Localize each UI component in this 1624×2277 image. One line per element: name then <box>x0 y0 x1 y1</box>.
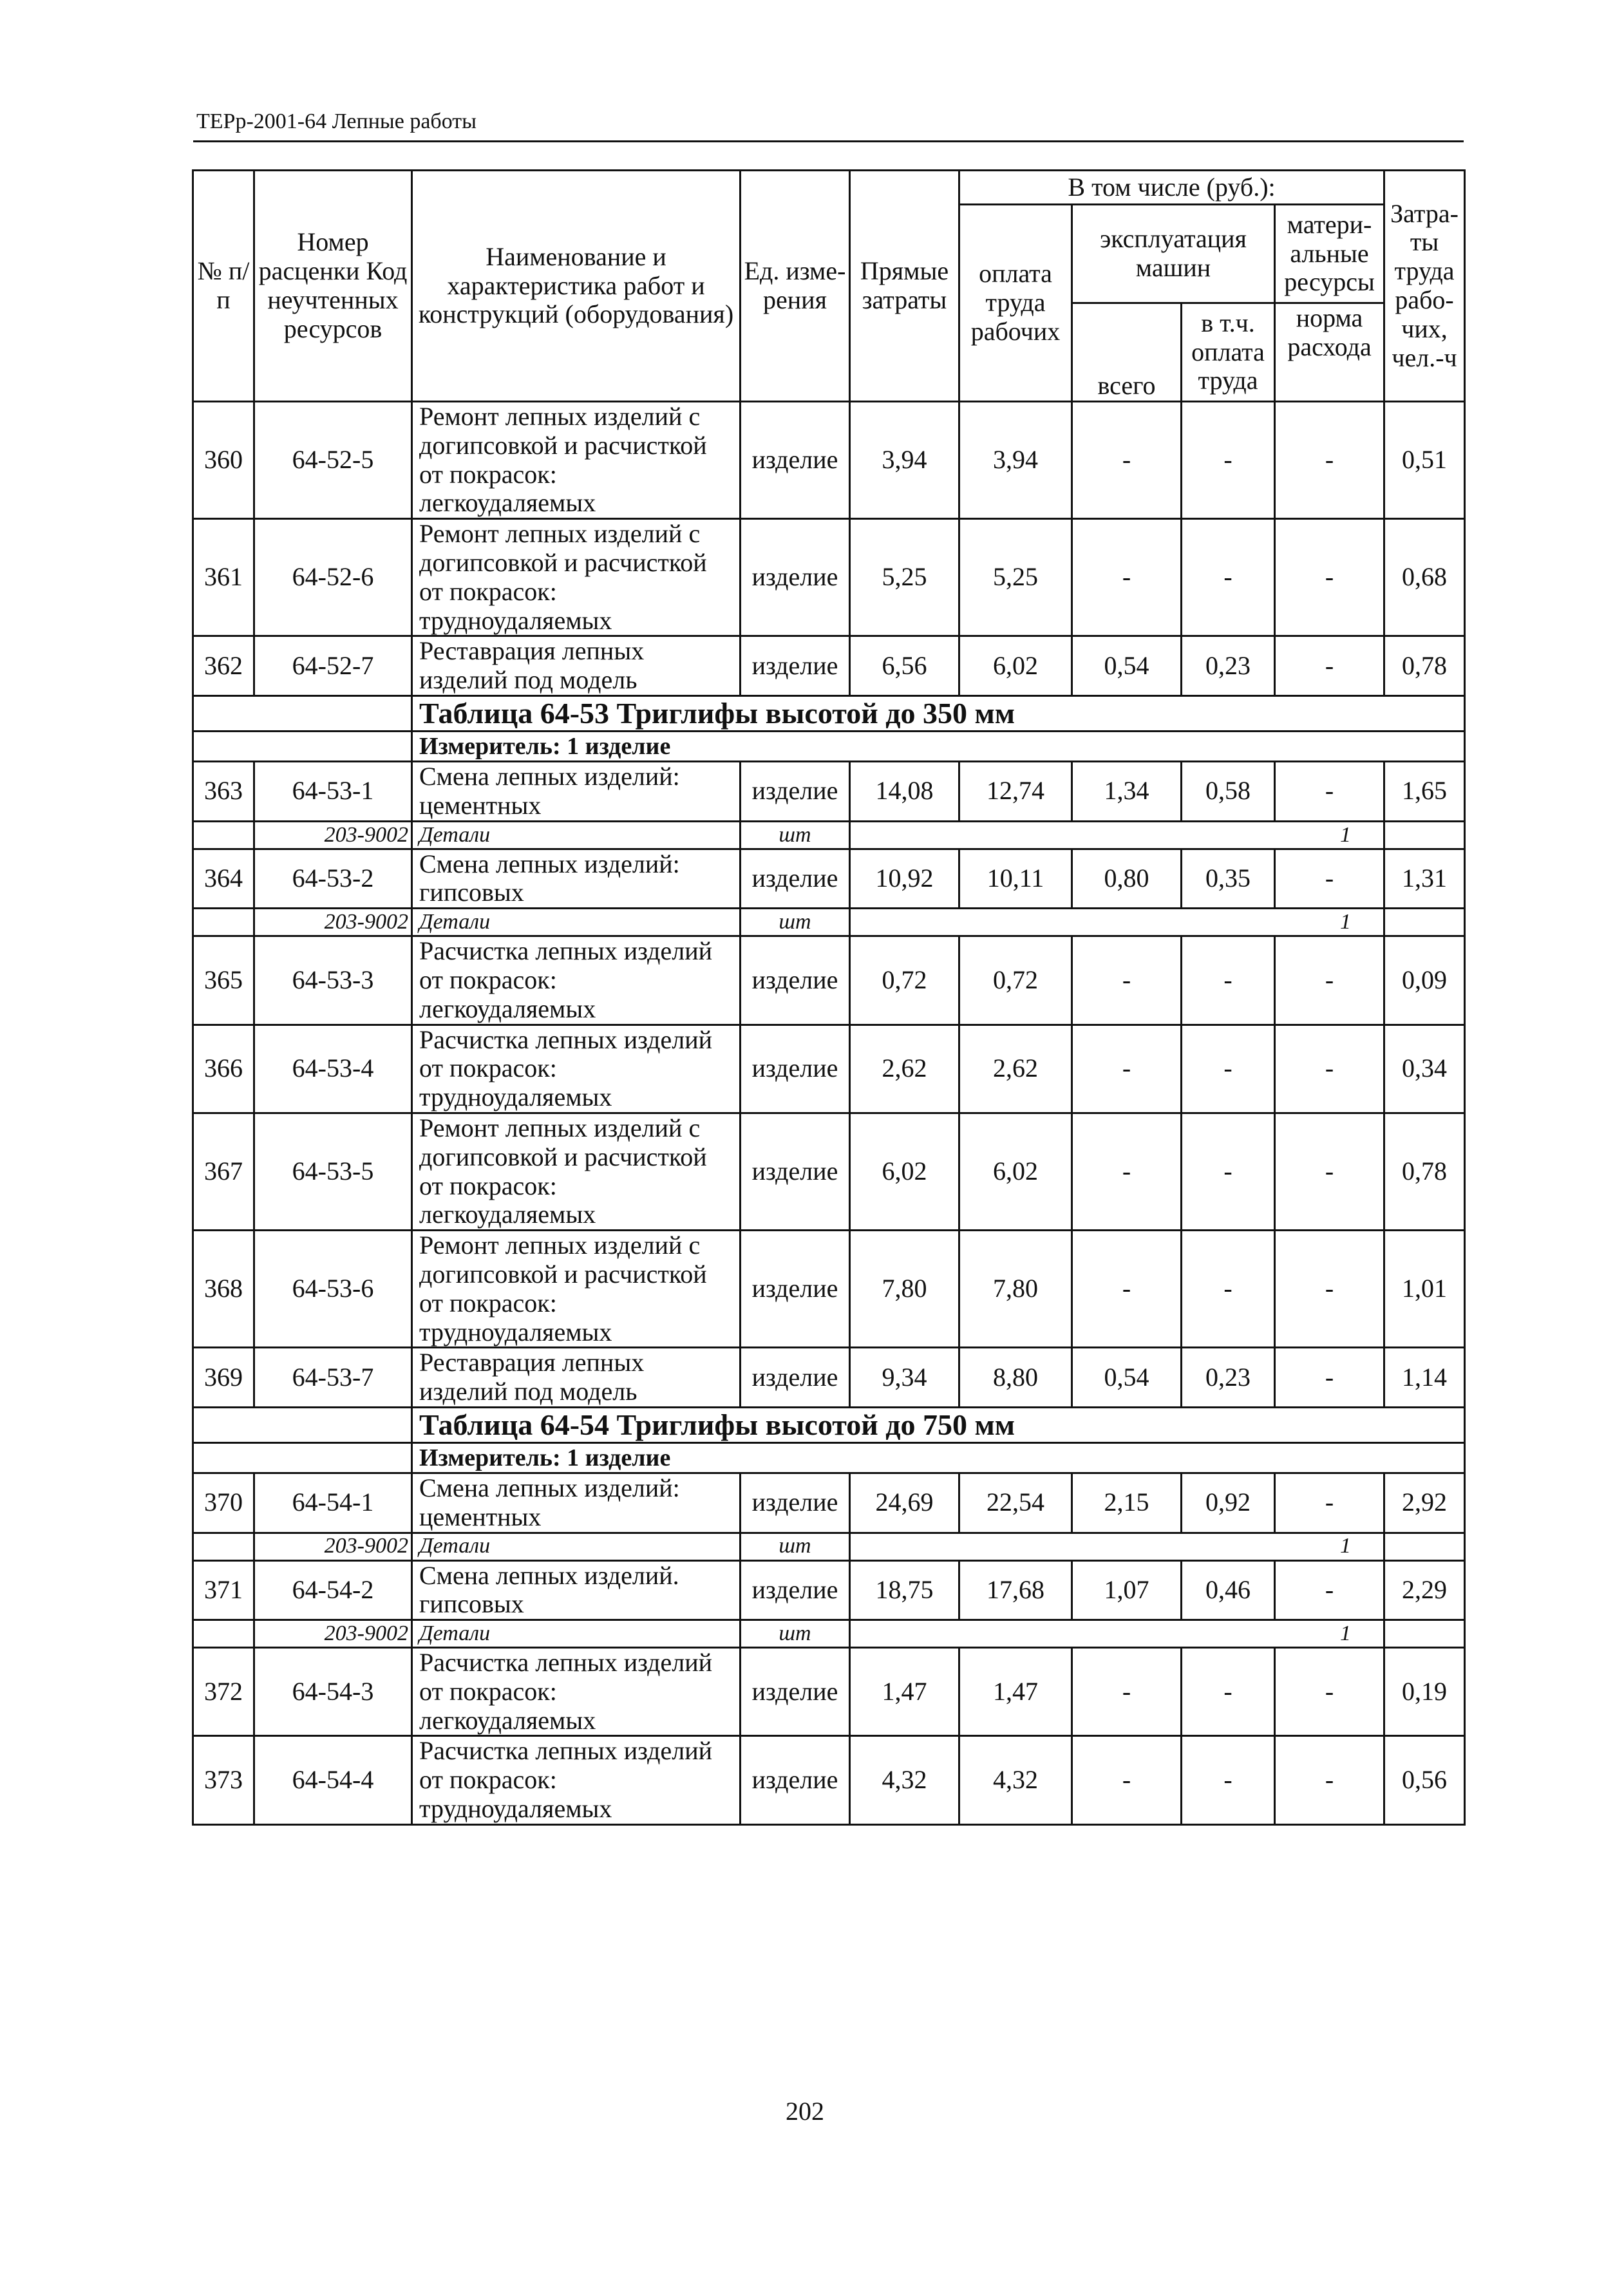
machines-total: - <box>1072 519 1182 636</box>
page-number: 202 <box>786 2097 824 2126</box>
rate-code: 64-52-7 <box>254 636 412 696</box>
row-number: 362 <box>193 636 254 696</box>
row-number: 363 <box>193 761 254 821</box>
rate-code: 64-54-4 <box>254 1736 412 1824</box>
work-name: Ремонт лепных изделий с догипсовкой и расчисткой от покрасок: трудноудаляемых <box>412 519 741 636</box>
machines-wages: 0,46 <box>1182 1560 1275 1620</box>
header-unit: Ед. изме-рения <box>741 171 850 402</box>
table-row <box>193 402 1465 519</box>
labor-costs: 1,14 <box>1384 1348 1465 1408</box>
machines-wages: - <box>1182 936 1275 1025</box>
table-row <box>193 636 1465 696</box>
unit: изделие <box>741 761 850 821</box>
resource-row <box>193 1533 1465 1560</box>
blank-cell <box>193 695 412 731</box>
materials: - <box>1275 1025 1384 1113</box>
blank-cell <box>193 1620 254 1648</box>
direct-costs: 6,02 <box>850 1113 959 1230</box>
rate-code: 64-53-6 <box>254 1231 412 1348</box>
blank-cell <box>193 1442 412 1473</box>
materials: - <box>1275 519 1384 636</box>
labor-costs: 0,09 <box>1384 936 1465 1025</box>
rate-code: 64-53-7 <box>254 1348 412 1408</box>
resource-name: Детали <box>412 909 741 936</box>
labor-costs: 0,51 <box>1384 402 1465 519</box>
table-row <box>193 1736 1465 1824</box>
table-row <box>193 1025 1465 1113</box>
work-name: Реставрация лепных изделий под модель <box>412 1348 741 1408</box>
blank-cell <box>1384 1620 1465 1648</box>
header-mach-total: всего <box>1072 303 1182 402</box>
machines-total: 0,54 <box>1072 636 1182 696</box>
header-labor: Затра-ты труда рабо-чих, чел.-ч <box>1384 171 1465 402</box>
table-row <box>193 1113 1465 1230</box>
rate-code: 64-54-2 <box>254 1560 412 1620</box>
rate-code: 64-52-5 <box>254 402 412 519</box>
meter-row <box>193 731 1465 761</box>
resource-code: 203-9002 <box>254 1620 412 1648</box>
blank-cell <box>1384 821 1465 849</box>
materials: - <box>1275 1231 1384 1348</box>
row-number: 372 <box>193 1648 254 1736</box>
direct-costs: 0,72 <box>850 936 959 1025</box>
worker-wages: 1,47 <box>959 1648 1072 1736</box>
labor-costs: 0,19 <box>1384 1648 1465 1736</box>
direct-costs: 1,47 <box>850 1648 959 1736</box>
resource-unit: шт <box>741 821 850 849</box>
table-row <box>193 1560 1465 1620</box>
unit: изделие <box>741 636 850 696</box>
machines-total: 0,54 <box>1072 1348 1182 1408</box>
worker-wages: 6,02 <box>959 636 1072 696</box>
rate-code: 64-53-2 <box>254 849 412 909</box>
unit: изделие <box>741 1560 850 1620</box>
resource-name: Детали <box>412 1620 741 1648</box>
resource-unit: шт <box>741 1620 850 1648</box>
header-materials: матери-альные ресурсы <box>1275 205 1384 303</box>
row-number: 370 <box>193 1473 254 1533</box>
work-name: Смена лепных изделий. гипсовых <box>412 1560 741 1620</box>
row-number: 364 <box>193 849 254 909</box>
header-including: В том числе (руб.): <box>959 171 1384 205</box>
direct-costs: 10,92 <box>850 849 959 909</box>
labor-costs: 1,65 <box>1384 761 1465 821</box>
row-number: 365 <box>193 936 254 1025</box>
table-row <box>193 1473 1465 1533</box>
resource-row <box>193 909 1465 936</box>
materials: - <box>1275 1348 1384 1408</box>
machines-total: - <box>1072 402 1182 519</box>
machines-wages: - <box>1182 1648 1275 1736</box>
table-row <box>193 849 1465 909</box>
machines-wages: - <box>1182 1113 1275 1230</box>
resource-name: Детали <box>412 1533 741 1560</box>
direct-costs: 6,56 <box>850 636 959 696</box>
work-name: Ремонт лепных изделий с догипсовкой и расчисткой от покрасок: легкоудаляемых <box>412 1113 741 1230</box>
machines-wages: 0,23 <box>1182 636 1275 696</box>
meter-text: Измеритель: 1 изделие <box>412 1442 1465 1473</box>
materials: - <box>1275 936 1384 1025</box>
unit: изделие <box>741 936 850 1025</box>
machines-wages: 0,58 <box>1182 761 1275 821</box>
unit: изделие <box>741 402 850 519</box>
worker-wages: 4,32 <box>959 1736 1072 1824</box>
header-num: № п/п <box>193 171 254 402</box>
header-machines: эксплуатация машин <box>1072 205 1275 303</box>
table-row <box>193 1348 1465 1408</box>
unit: изделие <box>741 1473 850 1533</box>
resource-norm: 1 <box>850 1620 1384 1648</box>
resource-unit: шт <box>741 1533 850 1560</box>
unit: изделие <box>741 1231 850 1348</box>
resource-code: 203-9002 <box>254 909 412 936</box>
resource-norm: 1 <box>850 909 1384 936</box>
labor-costs: 0,78 <box>1384 1113 1465 1230</box>
rate-code: 64-53-5 <box>254 1113 412 1230</box>
unit: изделие <box>741 1025 850 1113</box>
work-name: Расчистка лепных изделий от покрасок: трудноудаляемых <box>412 1736 741 1824</box>
direct-costs: 7,80 <box>850 1231 959 1348</box>
worker-wages: 10,11 <box>959 849 1072 909</box>
resource-norm: 1 <box>850 1533 1384 1560</box>
blank-cell <box>1384 1533 1465 1560</box>
running-head: ТЕРр-2001-64 Лепные работы <box>196 109 477 133</box>
row-number: 368 <box>193 1231 254 1348</box>
resource-row <box>193 821 1465 849</box>
header-rule <box>193 140 1464 142</box>
work-name: Смена лепных изделий: гипсовых <box>412 849 741 909</box>
row-number: 367 <box>193 1113 254 1230</box>
direct-costs: 3,94 <box>850 402 959 519</box>
work-name: Смена лепных изделий: цементных <box>412 761 741 821</box>
header-mach-wages: в т.ч. оплата труда <box>1182 303 1275 402</box>
unit: изделие <box>741 1736 850 1824</box>
labor-costs: 2,29 <box>1384 1560 1465 1620</box>
machines-total: - <box>1072 1113 1182 1230</box>
labor-costs: 0,56 <box>1384 1736 1465 1824</box>
row-number: 366 <box>193 1025 254 1113</box>
direct-costs: 24,69 <box>850 1473 959 1533</box>
rate-code: 64-52-6 <box>254 519 412 636</box>
machines-wages: - <box>1182 1231 1275 1348</box>
machines-wages: - <box>1182 519 1275 636</box>
table-row <box>193 1231 1465 1348</box>
machines-total: 1,34 <box>1072 761 1182 821</box>
machines-total: - <box>1072 1025 1182 1113</box>
header-name: Наименование и характеристика работ и конструкций (оборудования) <box>412 171 741 402</box>
blank-cell <box>193 731 412 761</box>
resource-norm: 1 <box>850 821 1384 849</box>
work-name: Реставрация лепных изделий под модель <box>412 636 741 696</box>
row-number: 369 <box>193 1348 254 1408</box>
worker-wages: 8,80 <box>959 1348 1072 1408</box>
labor-costs: 1,01 <box>1384 1231 1465 1348</box>
header-mat-norm: норма расхода <box>1275 303 1384 402</box>
labor-costs: 0,78 <box>1384 636 1465 696</box>
materials: - <box>1275 1473 1384 1533</box>
table-body <box>193 402 1465 1825</box>
table-title-row <box>193 1407 1465 1442</box>
materials: - <box>1275 761 1384 821</box>
direct-costs: 18,75 <box>850 1560 959 1620</box>
row-number: 360 <box>193 402 254 519</box>
direct-costs: 2,62 <box>850 1025 959 1113</box>
worker-wages: 2,62 <box>959 1025 1072 1113</box>
table-title: Таблица 64-53 Триглифы высотой до 350 мм <box>412 695 1465 731</box>
row-number: 373 <box>193 1736 254 1824</box>
materials: - <box>1275 1560 1384 1620</box>
rate-code: 64-53-3 <box>254 936 412 1025</box>
worker-wages: 0,72 <box>959 936 1072 1025</box>
worker-wages: 7,80 <box>959 1231 1072 1348</box>
materials: - <box>1275 1736 1384 1824</box>
direct-costs: 9,34 <box>850 1348 959 1408</box>
table-row <box>193 1648 1465 1736</box>
work-name: Расчистка лепных изделий от покрасок: трудноудаляемых <box>412 1025 741 1113</box>
unit: изделие <box>741 1348 850 1408</box>
worker-wages: 6,02 <box>959 1113 1072 1230</box>
blank-cell <box>193 821 254 849</box>
blank-cell <box>193 909 254 936</box>
unit: изделие <box>741 1113 850 1230</box>
worker-wages: 3,94 <box>959 402 1072 519</box>
labor-costs: 1,31 <box>1384 849 1465 909</box>
resource-row <box>193 1620 1465 1648</box>
table-row <box>193 936 1465 1025</box>
worker-wages: 5,25 <box>959 519 1072 636</box>
machines-wages: 0,35 <box>1182 849 1275 909</box>
machines-wages: 0,23 <box>1182 1348 1275 1408</box>
rate-code: 64-54-1 <box>254 1473 412 1533</box>
machines-wages: 0,92 <box>1182 1473 1275 1533</box>
direct-costs: 4,32 <box>850 1736 959 1824</box>
labor-costs: 0,68 <box>1384 519 1465 636</box>
resource-code: 203-9002 <box>254 1533 412 1560</box>
work-name: Смена лепных изделий: цементных <box>412 1473 741 1533</box>
rate-code: 64-54-3 <box>254 1648 412 1736</box>
machines-total: - <box>1072 1736 1182 1824</box>
machines-wages: - <box>1182 402 1275 519</box>
unit: изделие <box>741 519 850 636</box>
materials: - <box>1275 402 1384 519</box>
work-name: Ремонт лепных изделий с догипсовкой и расчисткой от покрасок: легкоудаляемых <box>412 402 741 519</box>
unit: изделие <box>741 1648 850 1736</box>
resource-name: Детали <box>412 821 741 849</box>
worker-wages: 22,54 <box>959 1473 1072 1533</box>
header-direct: Прямые затраты <box>850 171 959 402</box>
row-number: 361 <box>193 519 254 636</box>
rate-code: 64-53-1 <box>254 761 412 821</box>
machines-wages: - <box>1182 1025 1275 1113</box>
rate-code: 64-53-4 <box>254 1025 412 1113</box>
direct-costs: 5,25 <box>850 519 959 636</box>
worker-wages: 12,74 <box>959 761 1072 821</box>
materials: - <box>1275 1113 1384 1230</box>
meter-text: Измеритель: 1 изделие <box>412 731 1465 761</box>
materials: - <box>1275 849 1384 909</box>
resource-unit: шт <box>741 909 850 936</box>
resource-code: 203-9002 <box>254 821 412 849</box>
labor-costs: 0,34 <box>1384 1025 1465 1113</box>
work-name: Расчистка лепных изделий от покрасок: легкоудаляемых <box>412 936 741 1025</box>
work-name: Ремонт лепных изделий с догипсовкой и расчисткой от покрасок: трудноудаляемых <box>412 1231 741 1348</box>
table-header <box>193 171 1465 402</box>
meter-row <box>193 1442 1465 1473</box>
work-name: Расчистка лепных изделий от покрасок: легкоудаляемых <box>412 1648 741 1736</box>
machines-total: 0,80 <box>1072 849 1182 909</box>
table-title-row <box>193 695 1465 731</box>
unit: изделие <box>741 849 850 909</box>
table-title: Таблица 64-54 Триглифы высотой до 750 мм <box>412 1407 1465 1442</box>
materials: - <box>1275 636 1384 696</box>
machines-total: 1,07 <box>1072 1560 1182 1620</box>
materials: - <box>1275 1648 1384 1736</box>
machines-total: - <box>1072 1648 1182 1736</box>
table-row <box>193 519 1465 636</box>
price-table <box>192 169 1466 1826</box>
header-code: Номер расценки Код неучтенных ресурсов <box>254 171 412 402</box>
machines-total: - <box>1072 936 1182 1025</box>
machines-total: - <box>1072 1231 1182 1348</box>
machines-total: 2,15 <box>1072 1473 1182 1533</box>
blank-cell <box>193 1533 254 1560</box>
labor-costs: 2,92 <box>1384 1473 1465 1533</box>
machines-wages: - <box>1182 1736 1275 1824</box>
direct-costs: 14,08 <box>850 761 959 821</box>
blank-cell <box>1384 909 1465 936</box>
blank-cell <box>193 1407 412 1442</box>
header-wages: оплата труда рабочих <box>959 205 1072 402</box>
table-row <box>193 761 1465 821</box>
row-number: 371 <box>193 1560 254 1620</box>
worker-wages: 17,68 <box>959 1560 1072 1620</box>
